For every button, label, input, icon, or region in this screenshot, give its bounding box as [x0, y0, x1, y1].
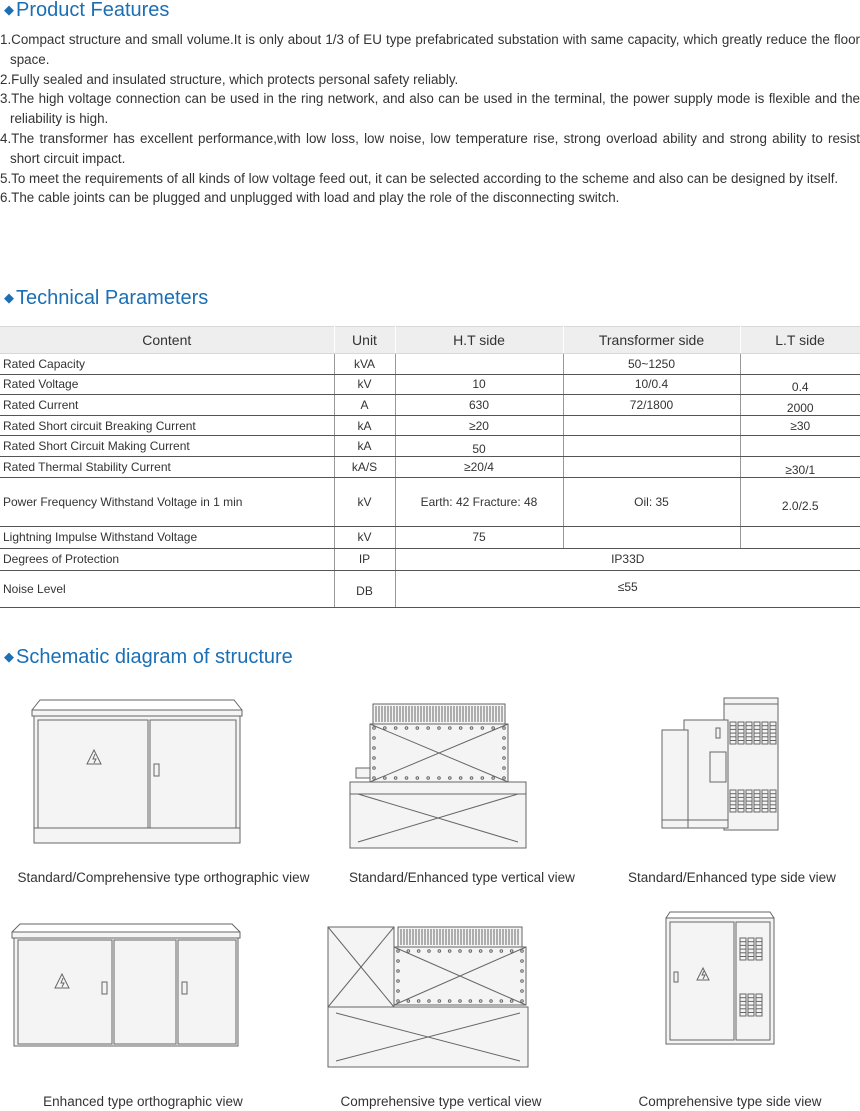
caption-comprehensive-vertical: Comprehensive type vertical view [340, 1094, 542, 1109]
feature-item: 3.The high voltage connection can be used in the ring network, and also can be used in the terminal, the power supply mode is flexible and the reliability is high. [0, 91, 860, 127]
row-lt: 2.0/2.5 [740, 477, 860, 526]
feature-item: 6.The cable joints can be plugged and unplugged with load and play the role of the disconnecting switch. [0, 190, 620, 206]
caption-side: Standard/Enhanced type side view [628, 870, 836, 885]
header-lt-side: L.T side [740, 327, 860, 354]
row-unit: kVA [334, 354, 395, 375]
row-content: Degrees of Protection [0, 548, 334, 570]
row-ht: ≥20 [395, 415, 563, 436]
feature-item: 2.Fully sealed and insulated structure, which protects personal safety reliably. [0, 71, 459, 87]
row-lt: 0.4 [740, 374, 860, 395]
row-ht: 75 [395, 526, 563, 548]
schematic-title: ◆ Schematic diagram of structure [4, 646, 293, 668]
orthographic-view-diagram [30, 698, 244, 846]
row-ht: 630 [395, 395, 563, 416]
header-content: Content [0, 327, 334, 354]
table-row [0, 548, 860, 570]
row-merged-value: ≤55 [395, 570, 860, 607]
table-row [0, 374, 860, 395]
row-ht: 10 [395, 374, 563, 395]
row-content: Rated Thermal Stability Current [0, 456, 334, 477]
row-lt [740, 354, 860, 375]
caption-orthographic: Standard/Comprehensive type orthographic view [17, 870, 310, 885]
row-transformer [563, 436, 740, 457]
table-header-row [0, 327, 860, 354]
product-features-title: ◆ Product Features [4, 0, 170, 21]
table-row [0, 526, 860, 548]
diamond-icon: ◆ [4, 290, 14, 305]
diamond-icon: ◆ [4, 649, 14, 664]
table-row [0, 477, 860, 526]
technical-parameters-title: ◆ Technical Parameters [4, 287, 209, 309]
table-row [0, 395, 860, 416]
table-row [0, 570, 860, 607]
row-ht: 50 [395, 436, 563, 457]
row-unit: kV [334, 477, 395, 526]
row-lt [740, 436, 860, 457]
parameters-table [0, 326, 860, 608]
caption-comprehensive-side: Comprehensive type side view [638, 1094, 822, 1109]
row-transformer [563, 415, 740, 436]
row-transformer [563, 456, 740, 477]
features-list [0, 30, 860, 208]
row-unit: kA/S [334, 456, 395, 477]
table-row [0, 456, 860, 477]
feature-item: 5.To meet the requirements of all kinds of low voltage feed out, it can be selected according to the scheme and also can be designed by itself. [0, 170, 839, 186]
row-transformer [563, 526, 740, 548]
row-unit: kV [334, 526, 395, 548]
row-content: Power Frequency Withstand Voltage in 1 min [0, 477, 334, 526]
row-transformer: 72/1800 [563, 395, 740, 416]
vertical-view-diagram [348, 702, 528, 850]
row-content: Rated Voltage [0, 374, 334, 395]
table-row [0, 354, 860, 375]
table-row [0, 436, 860, 457]
enhanced-orthographic-diagram [10, 922, 242, 1048]
row-transformer: Oil: 35 [563, 477, 740, 526]
row-unit: IP [334, 548, 395, 570]
caption-enhanced-orthographic: Enhanced type orthographic view [43, 1094, 243, 1109]
row-content: Rated Short Circuit Making Current [0, 436, 334, 457]
row-unit: kV [334, 374, 395, 395]
row-unit: A [334, 395, 395, 416]
row-lt: ≥30 [740, 415, 860, 436]
header-transformer-side: Transformer side [563, 327, 740, 354]
row-lt: ≥30/1 [740, 456, 860, 477]
feature-item: 4.The transformer has excellent performance,with low loss, low noise, low temperature rise, strong overload ability and strong ability to resist short circuit impact. [0, 130, 860, 166]
row-lt [740, 526, 860, 548]
row-content: Rated Short circuit Breaking Current [0, 415, 334, 436]
caption-vertical: Standard/Enhanced type vertical view [349, 870, 575, 885]
row-transformer: 10/0.4 [563, 374, 740, 395]
row-lt: 2000 [740, 395, 860, 416]
row-ht: ≥20/4 [395, 456, 563, 477]
table-row [0, 415, 860, 436]
comprehensive-vertical-diagram [326, 925, 530, 1069]
side-view-diagram [660, 696, 780, 832]
feature-item: 1.Compact structure and small volume.It is only about 1/3 of EU type prefabricated substation with same capacity, which greatly reduce the floor space. [0, 32, 860, 67]
row-content: Rated Current [0, 395, 334, 416]
row-transformer: 50~1250 [563, 354, 740, 375]
header-ht-side: H.T side [395, 327, 563, 354]
header-unit: Unit [334, 327, 395, 354]
diamond-icon: ◆ [4, 2, 14, 17]
row-ht: Earth: 42 Fracture: 48 [395, 477, 563, 526]
row-ht [395, 354, 563, 375]
row-content: Lightning Impulse Withstand Voltage [0, 526, 334, 548]
row-content: Rated Capacity [0, 354, 334, 375]
comprehensive-side-diagram [664, 910, 776, 1046]
row-unit: DB [334, 570, 395, 607]
row-unit: kA [334, 436, 395, 457]
row-merged-value: IP33D [395, 548, 860, 570]
row-unit: kA [334, 415, 395, 436]
row-content: Noise Level [0, 570, 334, 607]
